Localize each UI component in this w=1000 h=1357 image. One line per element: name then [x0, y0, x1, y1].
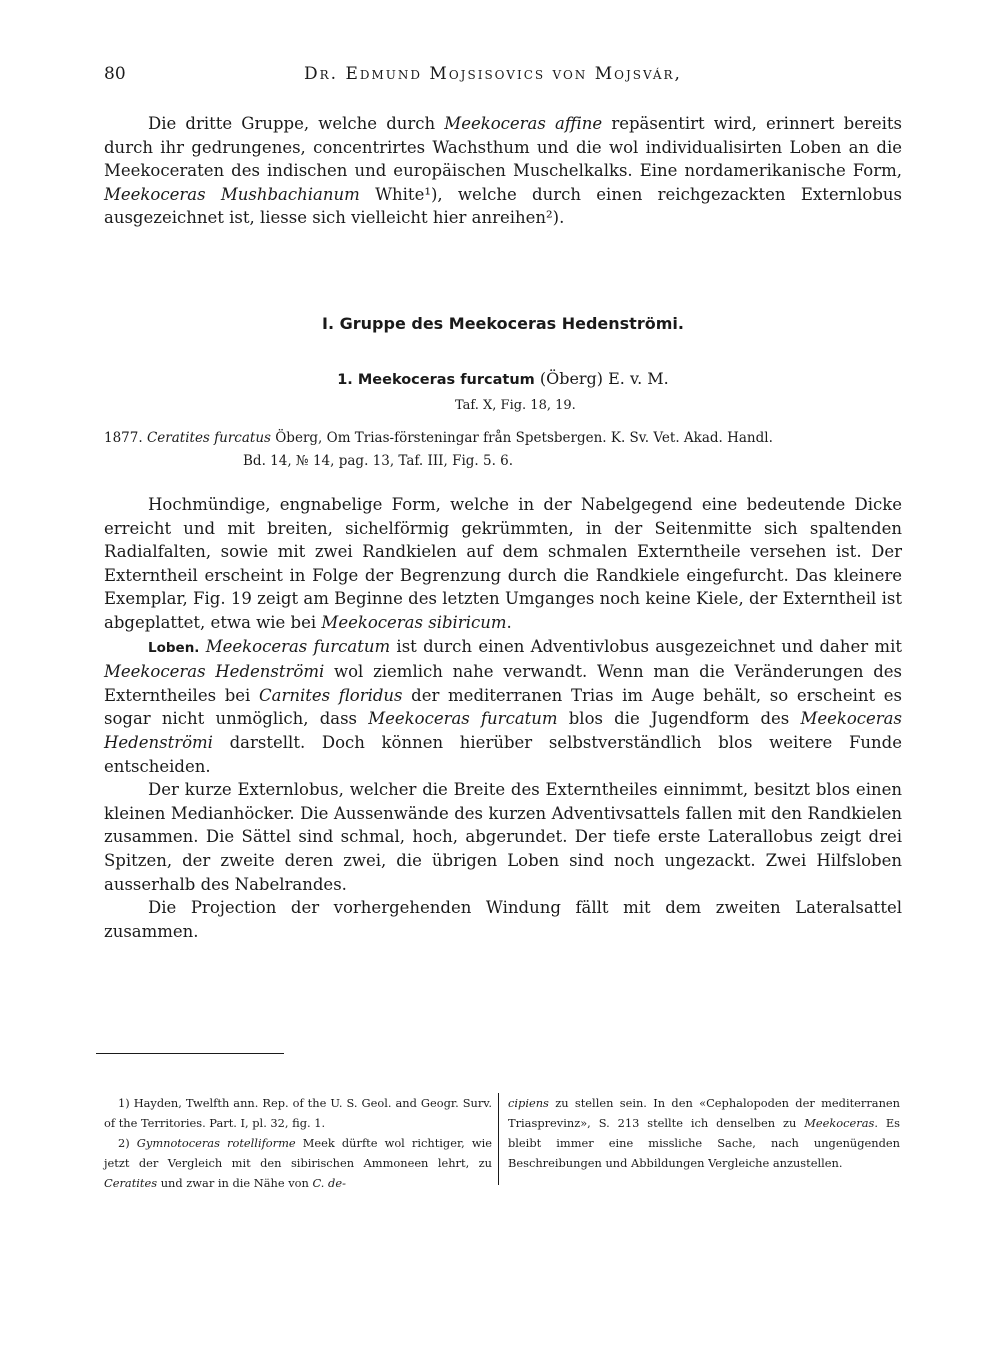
footnote-2-continued: cipiens zu stellen sein. In den «Cephalopoden der mediterranen Triasprevinz», S. 213 stellte ich denselben zu Meekoceras. Es bleibt immer eine missliche Sache, nach ungenügenden Beschreibungen und Abbildungen Vergleiche anzustellen. — [508, 1096, 900, 1170]
intro-paragraph: Die dritte Gruppe, welche durch Meekoceras affine repäsentirt wird, erinnert bereits durch ihr gedrungenes, concentrirtes Wachsthum und die wol individualisirten Loben an die Meekoceraten des indischen und europäischen Muschelkalks. Eine nordamerikanische Form, Meekoceras Mushbachianum White¹), welche durch einen reichgezackten Externlobus ausgezeichnet ist, liesse sich vielleicht hier anreihen²). — [104, 114, 902, 228]
page-header — [104, 64, 904, 90]
main-text — [104, 493, 902, 943]
footnotes-right-column — [508, 1093, 900, 1173]
footnote-rule — [96, 1053, 284, 1054]
page-number: 80 — [104, 64, 126, 84]
footnotes-left-column — [104, 1093, 492, 1193]
loben-paragraph: Loben. Meekoceras furcatum ist durch einen Adventivlobus ausgezeichnet und daher mit Meekoceras Hedenströmi wol ziemlich nahe verwandt. Wenn man die Veränderungen des Externtheiles bei Carnites floridus der mediterranen Trias im Auge behält, so erscheint es sogar nicht unmöglich, dass Meekoceras furcatum blos die Jugendform des Meekoceras Hedenströmi darstellt. Doch können hierüber selbstverständlich blos weitere Funde entscheiden. — [104, 636, 902, 776]
synonymy-line-2: Bd. 14, № 14, pag. 13, Taf. III, Fig. 5. 6. — [243, 453, 514, 469]
synonymy-line-1: 1877. Ceratites furcatus Öberg, Om Trias-försteningar från Spetsbergen. K. Sv. Vet. Akad. Handl. — [104, 430, 773, 446]
projection-paragraph: Die Projection der vorhergehenden Windung fällt mit dem zweiten Lateralsattel zusammen. — [104, 898, 902, 941]
loben-label: Loben. — [148, 639, 200, 656]
footnote-2: 2) Gymnotoceras rotelliforme Meek dürfte wol richtiger, wie jetzt der Vergleich mit den sibirischen Ammoneen lehrt, zu Ceratites und zwar in die Nähe von C. de- — [104, 1136, 493, 1190]
externlobus-paragraph: Der kurze Externlobus, welcher die Breite des Externtheiles einnimmt, besitzt blos einen kleinen Medianhöcker. Die Aussenwände des kurzen Adventivsattels fallen mit den Randkielen zusammen. Die Sättel sind schmal, hoch, abgerundet. Der tiefe erste Laterallobus zeigt drei Spitzen, der zweite deren zwei, die übrigen Loben sind noch ungezackt. Zwei Hilfsloben ausserhalb des Nabelrandes. — [104, 780, 902, 894]
species-heading: 1. Meekoceras furcatum (Öberg) E. v. M. — [337, 369, 669, 388]
group-heading: I. Gruppe des Meekoceras Hedenströmi. — [322, 314, 684, 333]
running-title: Dr. Edmund Mojsisovics von Mojsvár, — [304, 64, 682, 84]
footnote-1: 1) Hayden, Twelfth ann. Rep. of the U. S. Geol. and Geogr. Surv. of the Territories. Part. I, pl. 32, fig. 1. — [104, 1096, 492, 1130]
plate-reference: Taf. X, Fig. 18, 19. — [455, 398, 576, 413]
description-paragraph: Hochmündige, engnabelige Form, welche in der Nabelgegend eine bedeutende Dicke erreicht und mit breiten, sichelförmig gekrümmten, in der Seitenmitte sich spaltenden Radialfalten, sowie mit zwei Randkielen auf dem schmalen Externtheile versehen ist. Der Externtheil erscheint in Folge der Begrenzung durch die Randkiele eingefurcht. Das kleinere Exemplar, Fig. 19 zeigt am Beginne des letzten Umganges noch keine Kiele, der Externtheil ist abgeplattet, etwa wie bei Meekoceras sibiricum. — [104, 495, 902, 632]
footnote-column-divider — [498, 1093, 499, 1185]
